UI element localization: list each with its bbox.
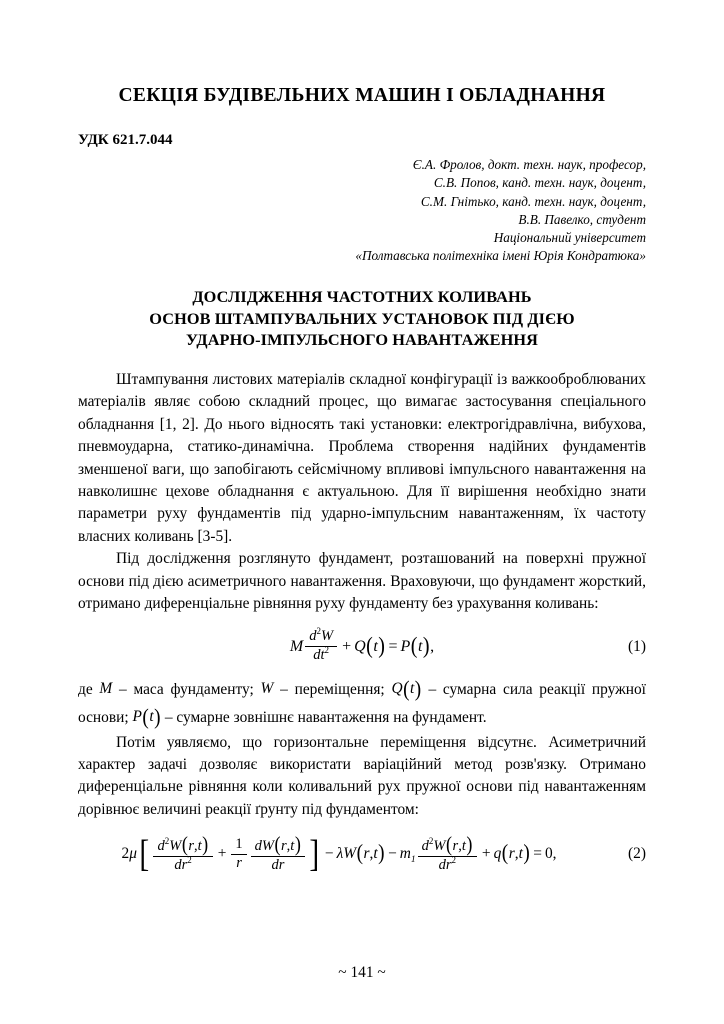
eq2-fr-den: r (236, 854, 242, 871)
eq2-fc-den-exp: 2 (451, 855, 456, 866)
eq2-fc-paren-open: ( (446, 832, 453, 856)
eq1-paren-close-1: ) (378, 633, 385, 659)
eq2-equals: = (533, 845, 542, 863)
nomen-symbol-Qt (391, 676, 421, 704)
eq1-arg-t-1: t (373, 637, 378, 655)
eq2-fc-den (435, 857, 460, 874)
eq2-fb-paren-close: ) (294, 832, 301, 856)
eq2-fc-t: t (461, 838, 466, 855)
eq2-m-glyph: m (399, 845, 411, 863)
eq2-fr-num: 1 (231, 837, 246, 855)
nomen-symbol-Pt (132, 704, 161, 732)
eq2-fc-dr: dr (438, 856, 452, 873)
eq2-fa-den (170, 857, 195, 874)
nomen-Q-paren-open: ( (403, 677, 410, 702)
article-title-line-3: УДАРНО-ІМПУЛЬСНОГО НАВАНТАЖЕННЯ (185, 330, 538, 350)
nomen-Q-glyph: Q (391, 680, 403, 698)
eq2-coefficient-2: 2 (121, 845, 130, 863)
eq2-fc-r: r (452, 838, 459, 855)
nomen-de: де (78, 680, 93, 698)
eq2-fa-d: d (157, 838, 165, 855)
eq1-paren-open-2: ( (410, 633, 418, 659)
equation-1-number: (1) (628, 637, 646, 655)
eq1-symbol-M: M (289, 637, 304, 655)
nomen-P-paren-open: ( (142, 705, 149, 730)
article-title-line-1: ДОСЛІДЖЕННЯ ЧАСТОТНИХ КОЛИВАНЬ (192, 286, 532, 306)
equation-1-formula (289, 626, 435, 663)
body-paragraph-4: Потім уявляємо, що горизонтальне переміщення відсутнє. Асиметричний характер задачі дозволяє використати варіаційний метод розв'язку. Отримано диференціальне рівняння коли коливальний рух пружної основи під навантаженням дорівнює величині реакції ґрунту під фундаментом: (78, 733, 646, 818)
nomen-Q-paren-close: ) (414, 677, 422, 702)
eq1-comma: , (430, 637, 435, 655)
eq2-symbol-mu: μ (129, 845, 137, 863)
eq1-fraction-denominator (309, 647, 333, 664)
section-heading: СЕКЦІЯ БУДІВЕЛЬНИХ МАШИН І ОБЛАДНАННЯ (118, 85, 606, 106)
author-line-3: С.М. Гнітько, канд. техн. наук, доцент, (420, 193, 646, 209)
eq2-fraction-d2W-dr2-a (153, 832, 212, 873)
eq2-fraction-d2W-dr2-b (418, 832, 477, 873)
eq2-fa-exp: 2 (164, 836, 170, 847)
nomen-W-glyph: W (260, 680, 274, 698)
eq2-W1-r: r (363, 845, 370, 863)
eq2-fb-r: r (281, 838, 287, 855)
nomen-dash-1: – (119, 680, 127, 698)
page-number-footer: ~ 141 ~ (338, 964, 386, 981)
eq2-symbol-q: q (493, 845, 502, 863)
nomen-text-4: – сумарне зовнішнє навантаження на фундамент. (164, 708, 487, 726)
eq2-bracket-close: ] (309, 832, 320, 875)
eq2-minus-2: − (388, 845, 397, 863)
eq2-comma: , (552, 845, 557, 863)
eq1-paren-open-1: ( (366, 633, 373, 659)
eq2-fa-r: r (188, 838, 195, 855)
eq2-plus-1: + (217, 845, 227, 863)
eq2-fa-num (153, 832, 212, 857)
eq2-fc-comma: , (458, 838, 462, 855)
eq1-arg-t-2: t (417, 637, 423, 655)
eq1-symbol-Q: Q (354, 637, 366, 655)
equation-2-body (78, 832, 600, 875)
eq2-symbol-W-1: W (343, 845, 357, 863)
nomen-symbol-W (261, 678, 274, 700)
eq2-q-r: r (508, 845, 515, 863)
nomen-text-1: маса фундаменту; (133, 680, 254, 698)
eq1-num-exp: 2 (316, 626, 321, 637)
eq2-fraction-1-r (231, 837, 246, 871)
equation-2-formula (121, 832, 557, 875)
eq2-zero: 0 (544, 845, 553, 863)
eq2-fc-W: W (433, 838, 446, 855)
nomen-P-paren-close: ) (154, 705, 161, 730)
equation-1-body (124, 626, 600, 663)
nomen-dash-2: – (280, 680, 288, 698)
eq2-m-subscript: 1 (410, 854, 416, 866)
eq2-q-t: t (518, 845, 523, 863)
nomen-Q-arg: t (410, 680, 415, 698)
eq2-fb-den (268, 857, 289, 874)
author-line-4: В.В. Павелко, студент (518, 211, 646, 227)
nomen-M-glyph: M (99, 680, 113, 698)
eq1-plus: + (342, 637, 352, 655)
author-block (78, 149, 646, 264)
nomen-P-glyph: P (132, 708, 142, 726)
affiliation-line-2: «Полтавська політехніка імені Юрія Кондратюка» (355, 247, 646, 263)
eq2-fb-t: t (290, 838, 295, 855)
eq2-fa-t: t (197, 838, 202, 855)
eq1-paren-close-2: ) (422, 633, 430, 659)
eq2-fc-paren-close: ) (466, 832, 473, 856)
eq2-plus-2: + (481, 845, 491, 863)
eq2-symbol-lambda: λ (336, 845, 344, 863)
udc-code: УДК 621.7.044 (78, 132, 173, 149)
eq2-fb-comma: , (286, 838, 291, 855)
eq2-fc-d: d (421, 838, 429, 855)
eq2-fc-exp: 2 (428, 836, 434, 847)
eq2-W1-t: t (373, 845, 378, 863)
eq1-num-d: d (309, 628, 317, 645)
author-line-1: Є.А. Фролов, докт. техн. наук, професор, (412, 157, 646, 173)
eq2-fb-d: d (254, 838, 262, 855)
eq2-fa-W: W (169, 838, 182, 855)
eq2-W1-comma: , (369, 845, 374, 863)
eq2-fc-num (418, 832, 477, 857)
eq2-fa-paren-close: ) (202, 832, 209, 856)
nomen-text-2: переміщення; (294, 680, 385, 698)
nomen-P-arg: t (149, 708, 154, 726)
body-paragraph-1: Штампування листових матеріалів складної конфігурації із важкооброблюваних матеріалів являє собою складний процес, що вимагає застосування спеціального обладнання [1, 2]. До нього відносять такі установки: електрогідравлічна, вибухова, пневмоударна, статико-динамічна. Проблема створення надійних фундаментів зменшеної ваги, що запобігають сейсмічному впливові імпульсного навантаження на навколишнє цехове обладнання є актуальною. Для її вирішення необхідно знати параметри руху фундаментів під ударно-імпульсним навантаженням, їх частоту власних коливань [3-5]. (78, 370, 646, 545)
eq1-equals: = (388, 637, 398, 655)
nomen-text-3: – сумарна сила реакції пружної основи; (78, 680, 646, 726)
eq2-fa-comma: , (194, 838, 198, 855)
eq2-fb-dr: dr (271, 856, 285, 873)
eq2-q-comma: , (514, 845, 519, 863)
eq2-fb-num (251, 832, 306, 857)
eq2-q-paren-close: ) (523, 841, 530, 866)
eq1-symbol-P: P (400, 637, 411, 655)
author-line-2: С.В. Попов, канд. техн. наук, доцент, (433, 175, 646, 191)
eq2-fraction-dW-dr (251, 832, 306, 873)
equation-1-row (78, 615, 646, 675)
article-title-line-2: ОСНОВ ШТАМПУВАЛЬНИХ УСТАНОВОК ПІД ДІЄЮ (149, 308, 575, 328)
eq1-fraction-d2W-dt2 (305, 626, 337, 663)
eq2-fb-W: W (261, 838, 274, 855)
eq2-W1-paren-open: ( (356, 841, 364, 866)
eq2-fa-dr: dr (174, 856, 188, 873)
body-paragraph-2: Під дослідження розглянуто фундамент, розташований на поверхні пружної основи під дією асиметричного навантаження. Враховуючи, що фундамент жорсткий, отримано диференціальне рівняння руху фундаменту без урахування коливань: (78, 550, 646, 612)
equation-2-number: (2) (628, 845, 646, 863)
eq2-fb-paren-open: ( (274, 832, 281, 856)
affiliation-line-1: Національний університет (493, 229, 646, 245)
nomenclature-paragraph (78, 676, 646, 732)
eq2-fa-paren-open: ( (181, 832, 188, 856)
eq2-W1-paren-close: ) (378, 841, 385, 866)
eq2-bracket-open: [ (139, 832, 150, 875)
eq1-num-W: W (320, 628, 334, 645)
equation-2-row (78, 821, 646, 885)
eq2-minus-1: − (324, 845, 334, 863)
eq1-den-exp: 2 (324, 645, 330, 656)
page-title (78, 265, 646, 351)
eq1-fraction-numerator (305, 626, 337, 647)
eq2-fa-den-exp: 2 (187, 855, 192, 866)
eq1-den-dt: dt (313, 647, 325, 663)
nomen-symbol-M (99, 678, 112, 700)
eq2-symbol-m1 (399, 845, 416, 866)
eq2-q-paren-open: ( (501, 841, 509, 866)
